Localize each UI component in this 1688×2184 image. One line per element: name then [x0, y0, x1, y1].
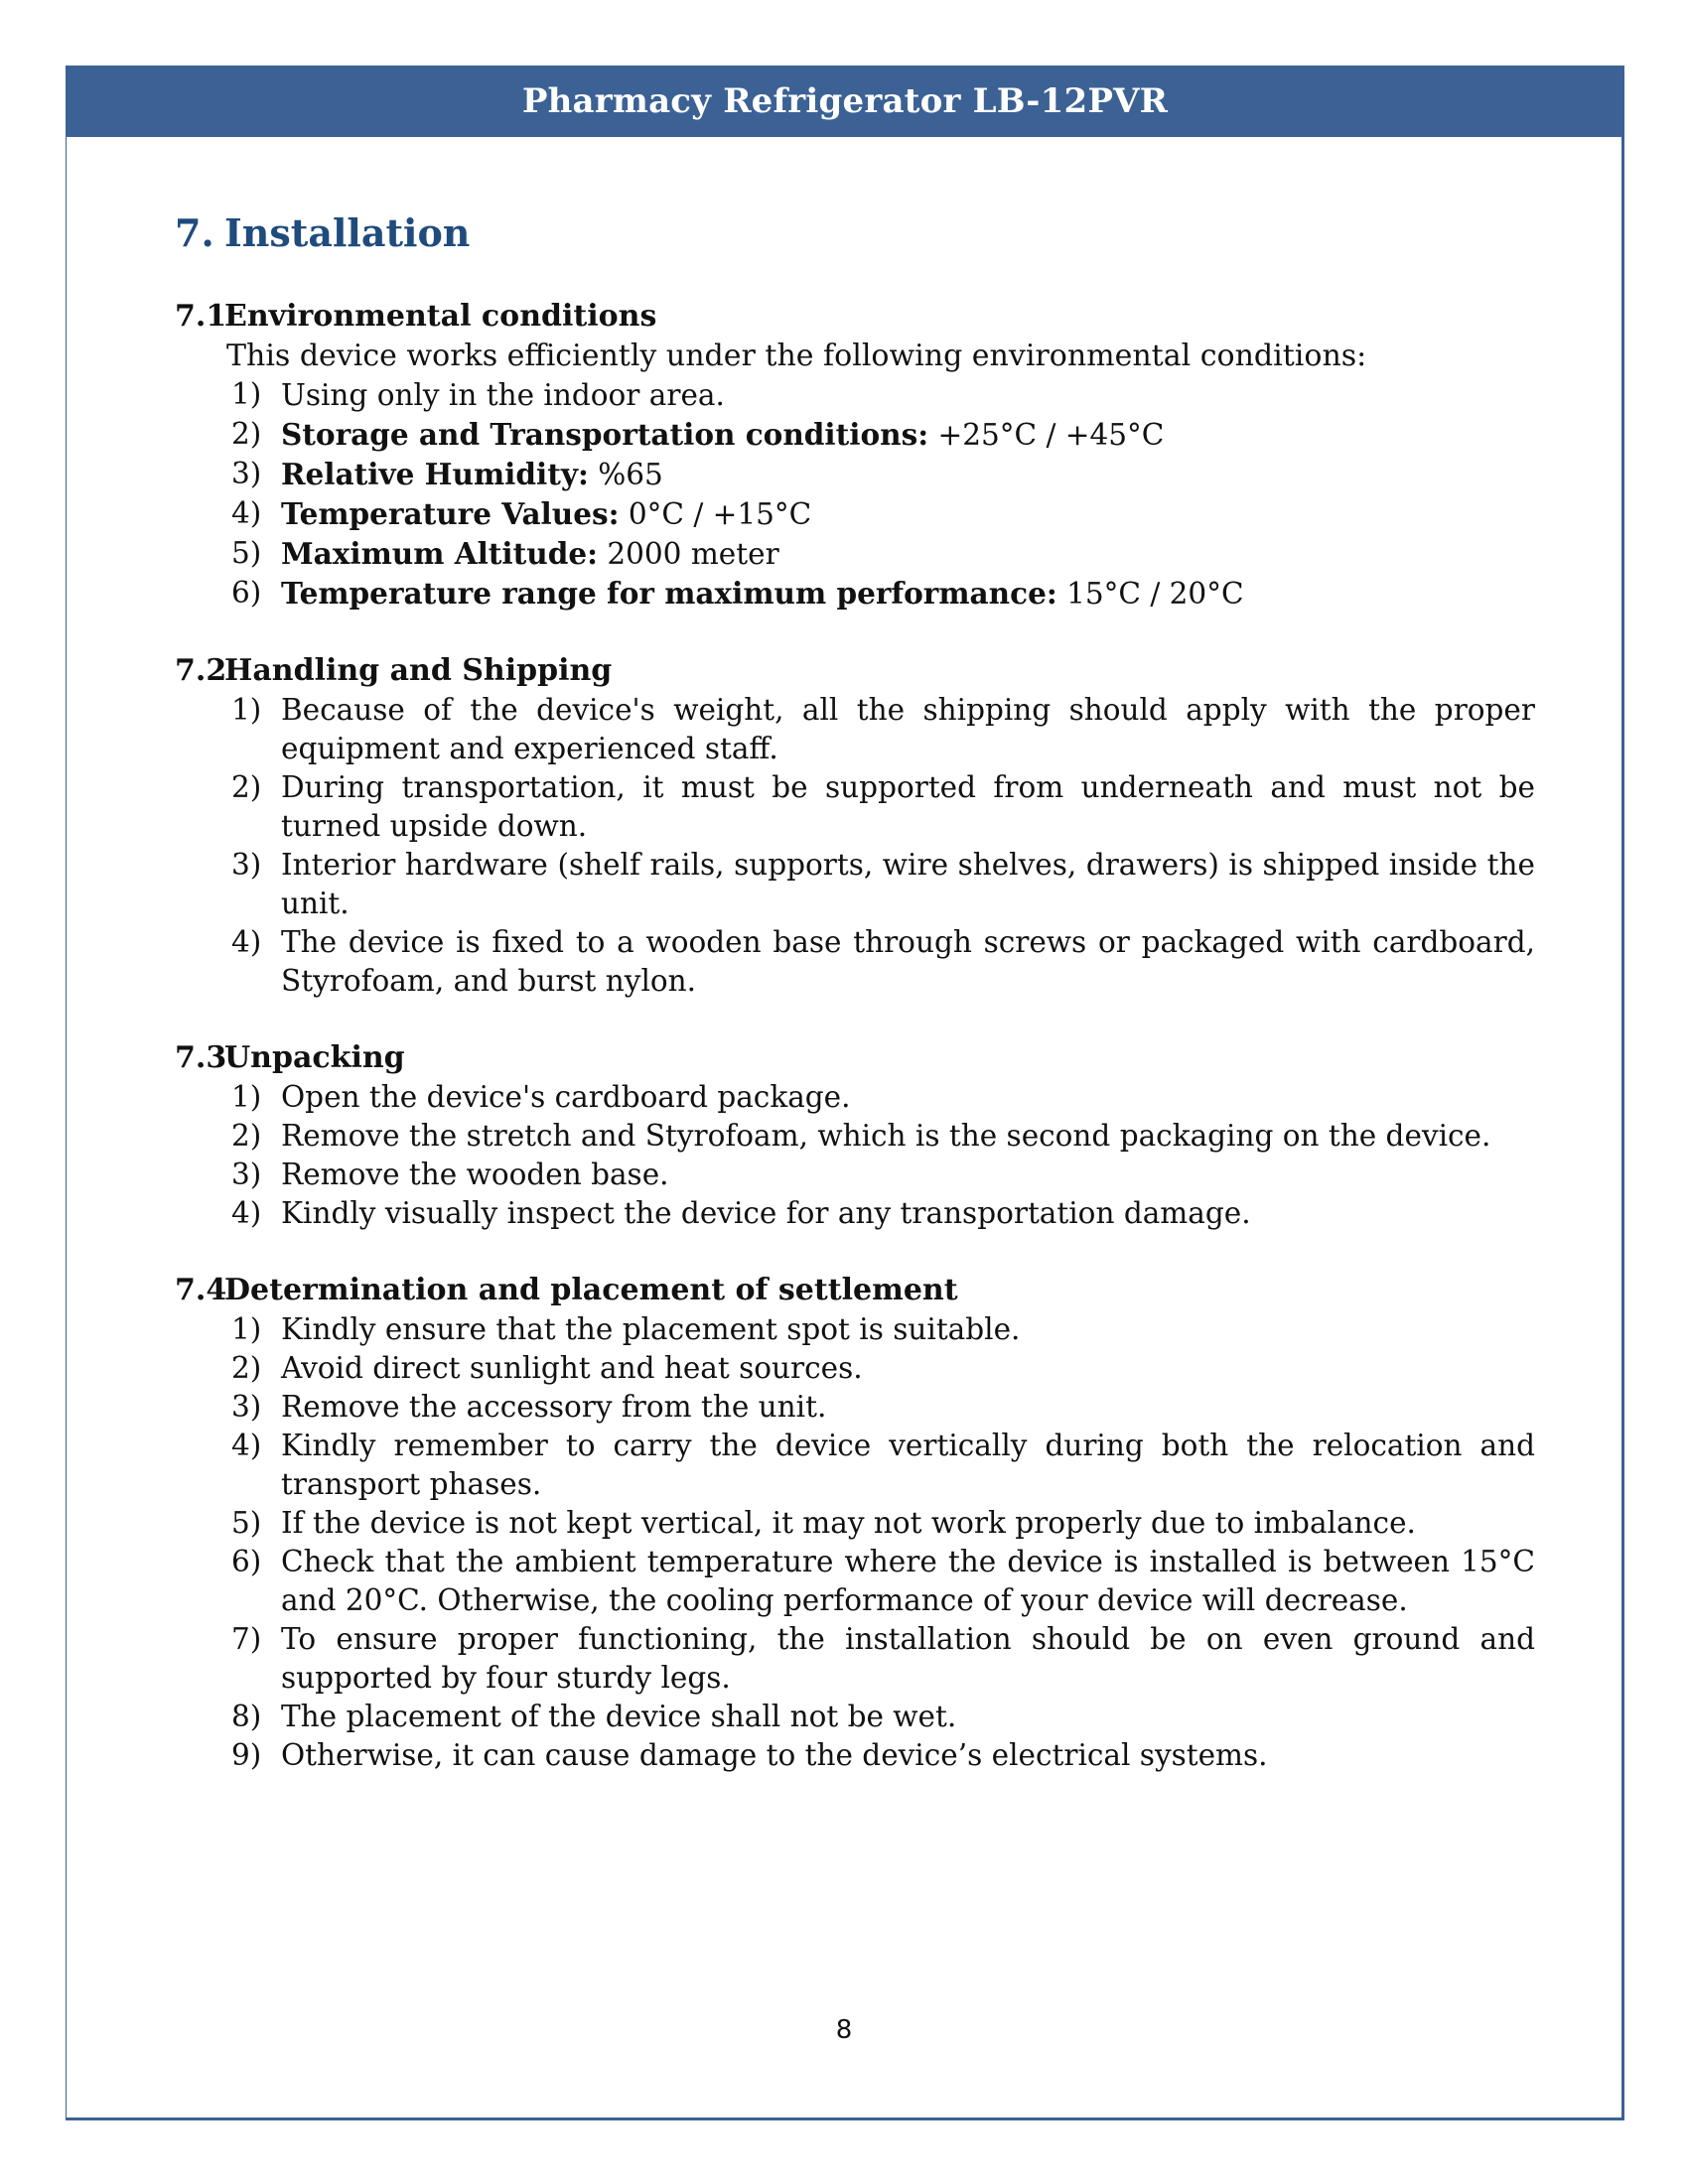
item-text: Interior hardware (shelf rails, supports, wire shelves, drawers) is shipped inside the unit. — [281, 848, 1535, 921]
item-text: Remove the stretch and Styrofoam, which is the second packaging on the device. — [281, 1119, 1491, 1154]
list-item — [175, 1427, 1535, 1504]
item-number: 1) — [231, 693, 262, 728]
item-number: 2) — [231, 417, 262, 452]
item-text: Using only in the indoor area. — [281, 378, 725, 413]
item-number: 1) — [231, 1080, 262, 1115]
section-title: Unpacking — [224, 1040, 405, 1076]
list-item — [175, 846, 1535, 923]
item-number: 6) — [231, 1545, 262, 1579]
section-heading — [175, 1271, 1535, 1310]
item-text: If the device is not kept vertical, it may not work properly due to imbalance. — [281, 1506, 1416, 1541]
section-handling-and-shipping — [175, 651, 1535, 1001]
section-placement — [175, 1271, 1535, 1775]
item-text: Remove the wooden base. — [281, 1158, 669, 1192]
item-number: 8) — [231, 1700, 262, 1734]
item-number: 3) — [231, 1390, 262, 1425]
list-item — [175, 494, 1535, 534]
item-number: 4) — [231, 496, 262, 531]
section-number: 7.1 — [175, 299, 227, 335]
section-number: 7.4 — [175, 1273, 227, 1308]
item-number: 3) — [231, 457, 262, 491]
handling-list — [175, 691, 1535, 1001]
section-title: Handling and Shipping — [224, 653, 613, 689]
list-item — [175, 923, 1535, 1001]
section-number: 7.3 — [175, 1040, 227, 1076]
item-number: 4) — [231, 925, 262, 960]
list-item — [175, 534, 1535, 574]
item-text: Open the device's cardboard package. — [281, 1080, 851, 1115]
section-heading — [175, 651, 1535, 691]
header-banner — [66, 66, 1624, 137]
page-number: 8 — [835, 2015, 853, 2045]
item-text: Kindly ensure that the placement spot is suitable. — [281, 1312, 1021, 1347]
list-item — [175, 375, 1535, 415]
list-item — [175, 1504, 1535, 1543]
item-text: The device is fixed to a wooden base through screws or packaged with cardboard, Styrofoam, and burst nylon. — [281, 925, 1535, 999]
list-item — [175, 1543, 1535, 1620]
item-number: 7) — [231, 1622, 262, 1657]
item-label: Temperature Values: — [281, 496, 620, 532]
list-item — [175, 574, 1535, 614]
item-number: 9) — [231, 1738, 262, 1773]
item-text: +25°C / +45°C — [928, 418, 1165, 453]
item-number: 4) — [231, 1429, 262, 1463]
item-text: 15°C / 20°C — [1056, 577, 1244, 612]
item-number: 5) — [231, 536, 262, 571]
section-heading — [175, 1038, 1535, 1078]
placement-list — [175, 1310, 1535, 1775]
item-number: 2) — [231, 1351, 262, 1386]
chapter-heading — [175, 208, 1535, 257]
item-text: 2000 meter — [598, 537, 779, 572]
section-intro: This device works efficiently under the following environmental conditions: — [226, 339, 1367, 374]
chapter-number: 7. — [175, 210, 214, 255]
item-label: Storage and Transportation conditions: — [281, 417, 929, 453]
item-text: Avoid direct sunlight and heat sources. — [281, 1351, 863, 1386]
item-text: The placement of the device shall not be wet. — [281, 1700, 957, 1734]
section-number: 7.2 — [175, 653, 227, 689]
item-label: Relative Humidity: — [281, 457, 589, 492]
list-item — [175, 1736, 1535, 1775]
section-title: Determination and placement of settlement — [224, 1273, 958, 1308]
list-item — [175, 1620, 1535, 1698]
item-number: 3) — [231, 1158, 262, 1192]
list-item — [175, 1156, 1535, 1194]
section-environmental-conditions — [175, 297, 1535, 614]
item-text: Check that the ambient temperature where the device is installed is between 15°C and 20°C. Otherwise, the cooling performance of your device will decrease. — [281, 1545, 1535, 1618]
item-text: 0°C / +15°C — [619, 497, 812, 532]
item-number: 6) — [231, 576, 262, 611]
item-text: To ensure proper functioning, the installation should be on even ground and supported by four sturdy legs. — [281, 1622, 1535, 1696]
item-number: 2) — [231, 770, 262, 805]
list-item — [175, 1117, 1535, 1156]
item-text: Because of the device's weight, all the shipping should apply with the proper equipment and experienced staff. — [281, 693, 1535, 766]
item-number: 1) — [231, 1312, 262, 1347]
item-label: Maximum Altitude: — [281, 536, 598, 572]
list-item — [175, 691, 1535, 768]
item-number: 3) — [231, 848, 262, 883]
conditions-list — [175, 375, 1535, 614]
item-text: Otherwise, it can cause damage to the device’s electrical systems. — [281, 1738, 1268, 1773]
item-number: 1) — [231, 377, 262, 412]
item-text: Kindly visually inspect the device for any transportation damage. — [281, 1196, 1251, 1231]
item-text: Remove the accessory from the unit. — [281, 1390, 827, 1425]
list-item — [175, 1349, 1535, 1388]
section-heading — [175, 297, 1535, 337]
item-number: 2) — [231, 1119, 262, 1154]
list-item — [175, 1388, 1535, 1427]
list-item — [175, 415, 1535, 455]
item-text: During transportation, it must be supported from underneath and must not be turned upside down. — [281, 770, 1535, 844]
section-unpacking — [175, 1038, 1535, 1233]
item-number: 4) — [231, 1196, 262, 1231]
list-item — [175, 455, 1535, 494]
list-item — [175, 1698, 1535, 1736]
item-label: Temperature range for maximum performance: — [281, 576, 1057, 612]
chapter-title: Installation — [224, 210, 471, 255]
unpacking-list — [175, 1078, 1535, 1233]
list-item — [175, 1310, 1535, 1349]
section-title: Environmental conditions — [224, 299, 657, 335]
item-text: Kindly remember to carry the device vertically during both the relocation and transport phases. — [281, 1429, 1535, 1502]
list-item — [175, 1194, 1535, 1233]
item-number: 5) — [231, 1506, 262, 1541]
document-title: Pharmacy Refrigerator LB-12PVR — [521, 81, 1169, 121]
item-text: %65 — [588, 458, 663, 492]
list-item — [175, 768, 1535, 846]
page-content — [175, 208, 1535, 1813]
list-item — [175, 1078, 1535, 1117]
